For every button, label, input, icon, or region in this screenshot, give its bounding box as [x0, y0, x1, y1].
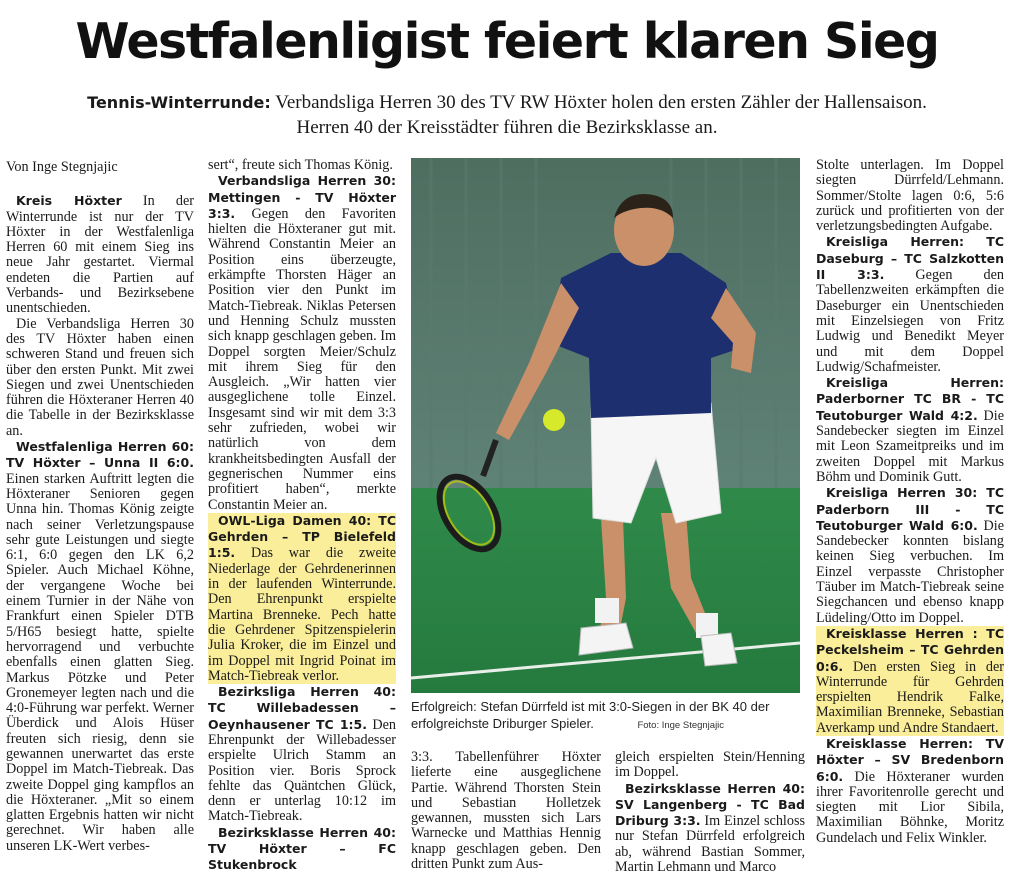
- column-4: [615, 750, 805, 892]
- paragraph-text: Einen starken Auftritt legten die Höxteraner Senioren gegen Unna hin. Thomas König zeigte nach seiner Verletzungspause sehr gute Leistungen und siegte 6:1, 6:0 gegen den LK 6,2 Spieler. Auch Michael Köhne, der vergangene Woche bei einem Turnier in der Nähe von Frankfurt einen Spieler DTB 5/H65 besiegt hatte, spielte hervorragend und verbuchte ebenfalls einen glatten Sieg. Markus Pötzke und Peter Gronemeyer legten nach und die 4:0-Führung war perfekt. Werner Überdick und Alois Hüser freuten sich riesig, denn sie gewannen unerwartet das erste Doppel im Match-Tiebreak. Das zweite Doppel ging kampflos an die Höxteraner. „Mit so einem glatten Ergebnis hatten wir nicht gerechnet. Wir haben alle unseren LK-Wert verbes-: [6, 470, 194, 854]
- paragraph: [208, 684, 396, 825]
- paragraph: [6, 439, 194, 854]
- paragraph-text: Gegen den Favoriten hielten die Höxteraner gut mit. Während Constantin Meier an Position eins überzeugte, erkämpfte Thorsten Häger an Position vier den Punkt im Match-Tiebreak. Niklas Petersen und Henning Schulz mussten sich knapp geschlagen geben. Im Doppel sorgten Meier/Schulz mit ihrem Sieg für den Ausgleich. „Wir hatten vier ausgeglichene tolle Einzel. Insgesamt sind wir mit dem 3:3 sehr zufrieden, wobei wir natürlich von dem krankheitsbedingten Ausfall der gegnerischen Nummer eins profitiert haben“, merkte Constantin Meier an.: [208, 205, 396, 513]
- column-1: [6, 160, 194, 894]
- byline: Von Inge Stegnjajic: [6, 160, 118, 175]
- photo-credit: Foto: Inge Stegnjajic: [637, 720, 725, 731]
- match-heading: Kreisliga Herren 30: TC Paderborn III - TC Teutoburger Wald 6:0.: [816, 485, 1004, 533]
- match-heading: Kreisklasse Herren: TV Höxter – SV Bredenborn 6:0.: [816, 735, 1004, 784]
- column-5: [816, 158, 1004, 892]
- paragraph-text: Die Sandebecker konnten bislang keinen Sieg verbuchen. Im Einzel verpasste Christopher Täuber im Match-Tiebreak seine Siegchancen und ebenso knapp Lüdeling/Otto im Doppel.: [816, 517, 1004, 626]
- match-heading: Verbandsliga Herren 30: Mettingen - TV Höxter 3:3.: [208, 173, 396, 221]
- match-heading: Bezirksklasse Herren 40: TV Höxter – FC Stukenbrock: [208, 824, 396, 873]
- match-heading: Kreisliga Herren: TC Daseburg – TC Salzkotten II 3:3.: [816, 234, 1004, 283]
- match-heading: Bezirksklasse Herren 40: SV Langenberg - TC Bad Driburg 3:3.: [615, 780, 805, 829]
- deck-kicker: Tennis-Winterrunde:: [87, 93, 271, 112]
- match-heading: Westfalenliga Herren 60: TV Höxter – Unna II 6:0.: [6, 439, 194, 471]
- deck-line-2: Herren 40 der Kreisstädter führen die Bezirksklasse an.: [296, 117, 718, 138]
- match-heading: OWL-Liga Damen 40: TC Gehrden – TP Bielefeld 1:5.: [208, 512, 396, 561]
- paragraph: [816, 375, 1004, 485]
- dateline: Kreis Höxter: [16, 193, 122, 209]
- paragraph: Die Verbandsliga Herren 30 des TV Höxter haben einen schweren Stand und freuen sich über den ersten Punkt. Mit zwei Siegen und zwei Unentschieden führen die Höxteraner Herren 40 die Tabelle in der Bezirksklasse an.: [6, 315, 194, 439]
- match-heading: Kreisliga Herren: Paderborner TC BR - TC Teutoburger Wald 4:2.: [816, 375, 1004, 423]
- paragraph: [6, 193, 194, 316]
- paragraph-text: Gegen den Tabellenzweiten erkämpften die Daseburger ein Unentschieden mit Einzelsiegen von Fritz Ludwig und Benedikt Meyer und mit dem Doppel Ludwig/Schafmeister.: [816, 267, 1004, 375]
- caption-text: Erfolgreich: Stefan Dürrfeld ist mit 3:0-Siegen in der BK 40 der erfolgreichste Driburger Spieler.: [411, 699, 770, 731]
- paragraph: [816, 234, 1004, 375]
- paragraph: 3:3. Tabellenführer Höxter lieferte eine ausgeglichene Partie. Während Thorsten Stein und Sebastian Holletzek gewannen, mussten sich Lars Warnecke und Matthias Hennig knapp geschlagen geben. Den dritten Punkt zum Aus-: [411, 750, 601, 873]
- paragraph: [615, 781, 805, 876]
- highlighted-paragraph: [208, 513, 396, 684]
- paragraph: Stolte unterlagen. Im Doppel siegten Dürrfeld/Lehmann. Sommer/Stolte lagen 0:6, 5:6 zurück und profitierten von der verletzungsbedingten Aufgabe.: [816, 158, 1004, 235]
- paragraph-text: Den ersten Sieg in der Winterrunde für Gehrden erspielten Hendrik Falke, Maximilian Brenneke, Sebastian Averkamp und Andre Standaert.: [816, 658, 1004, 736]
- paragraph: sert“, freute sich Thomas König.: [208, 158, 393, 173]
- paragraph-text: Im Einzel schloss nur Stefan Dürrfeld erfolgreich ab, während Bastian Sommer, Martin Lehmann und Marco: [615, 813, 805, 876]
- paragraph-text: Den Ehrenpunkt der Willebadesser erspielte Ulrich Stamm an Position vier. Boris Sprock fehlte das Quäntchen Glück, denn er unterlag 10:12 im Match-Tiebreak.: [208, 716, 396, 825]
- paragraph: [816, 736, 1004, 846]
- highlighted-paragraph: [816, 626, 1004, 736]
- paragraph-text: Die Höxteraner wurden ihrer Favoritenrolle gerecht und siegten mit Lior Sibila, Maximilian Böhnke, Moritz Gundelach und Felix Winkler.: [816, 768, 1004, 846]
- column-3: [411, 750, 601, 892]
- match-heading: Kreisklasse Herren : TC Peckelsheim – TC Gehrden 0:6.: [816, 625, 1004, 674]
- tennis-photo: [411, 158, 800, 693]
- paragraph: [816, 485, 1004, 626]
- paragraph-text: Die Sandebecker siegten im Einzel mit Leon Szameitpreiks und im zweiten Doppel mit Markus Böhm und Dominik Gutt.: [816, 407, 1004, 485]
- headline: Westfalenligist feiert klaren Sieg: [75, 13, 939, 70]
- deck-text-1: Verbandsliga Herren 30 des TV RW Höxter holen den ersten Zähler der Hallensaison.: [275, 92, 927, 113]
- deck-line-1: [0, 92, 1014, 114]
- paragraph: gleich erspielten Stein/Henning im Doppel.: [615, 750, 805, 781]
- photo-caption: [411, 698, 800, 734]
- match-heading: Bezirksliga Herren 40: TC Willebadessen – Oeynhausener TC 1:5.: [208, 684, 396, 732]
- paragraph: [208, 173, 396, 513]
- paragraph-text: Das war die zweite Niederlage der Gehrdenerinnen in der laufenden Winterrunde. Den Ehrenpunkt erspielte Martina Brenneke. Pech hatte die Gehrdener Spitzenspielerin Julia Kroker, die im Einzel und im Doppel mit Ingrid Poinat im Match-Tiebreak verlor.: [208, 545, 396, 684]
- paragraph: [208, 825, 396, 874]
- column-2: [208, 158, 396, 892]
- tennis-player-illustration: [411, 158, 800, 693]
- paragraph-text: In der Winterrunde ist nur der TV Höxter in der Westfalenliga Herren 60 mit einem Sieg ins neue Jahr gestartet. Viermal endeten die Partien auf Verbands- und Bezirksebene unentschieden.: [6, 193, 194, 317]
